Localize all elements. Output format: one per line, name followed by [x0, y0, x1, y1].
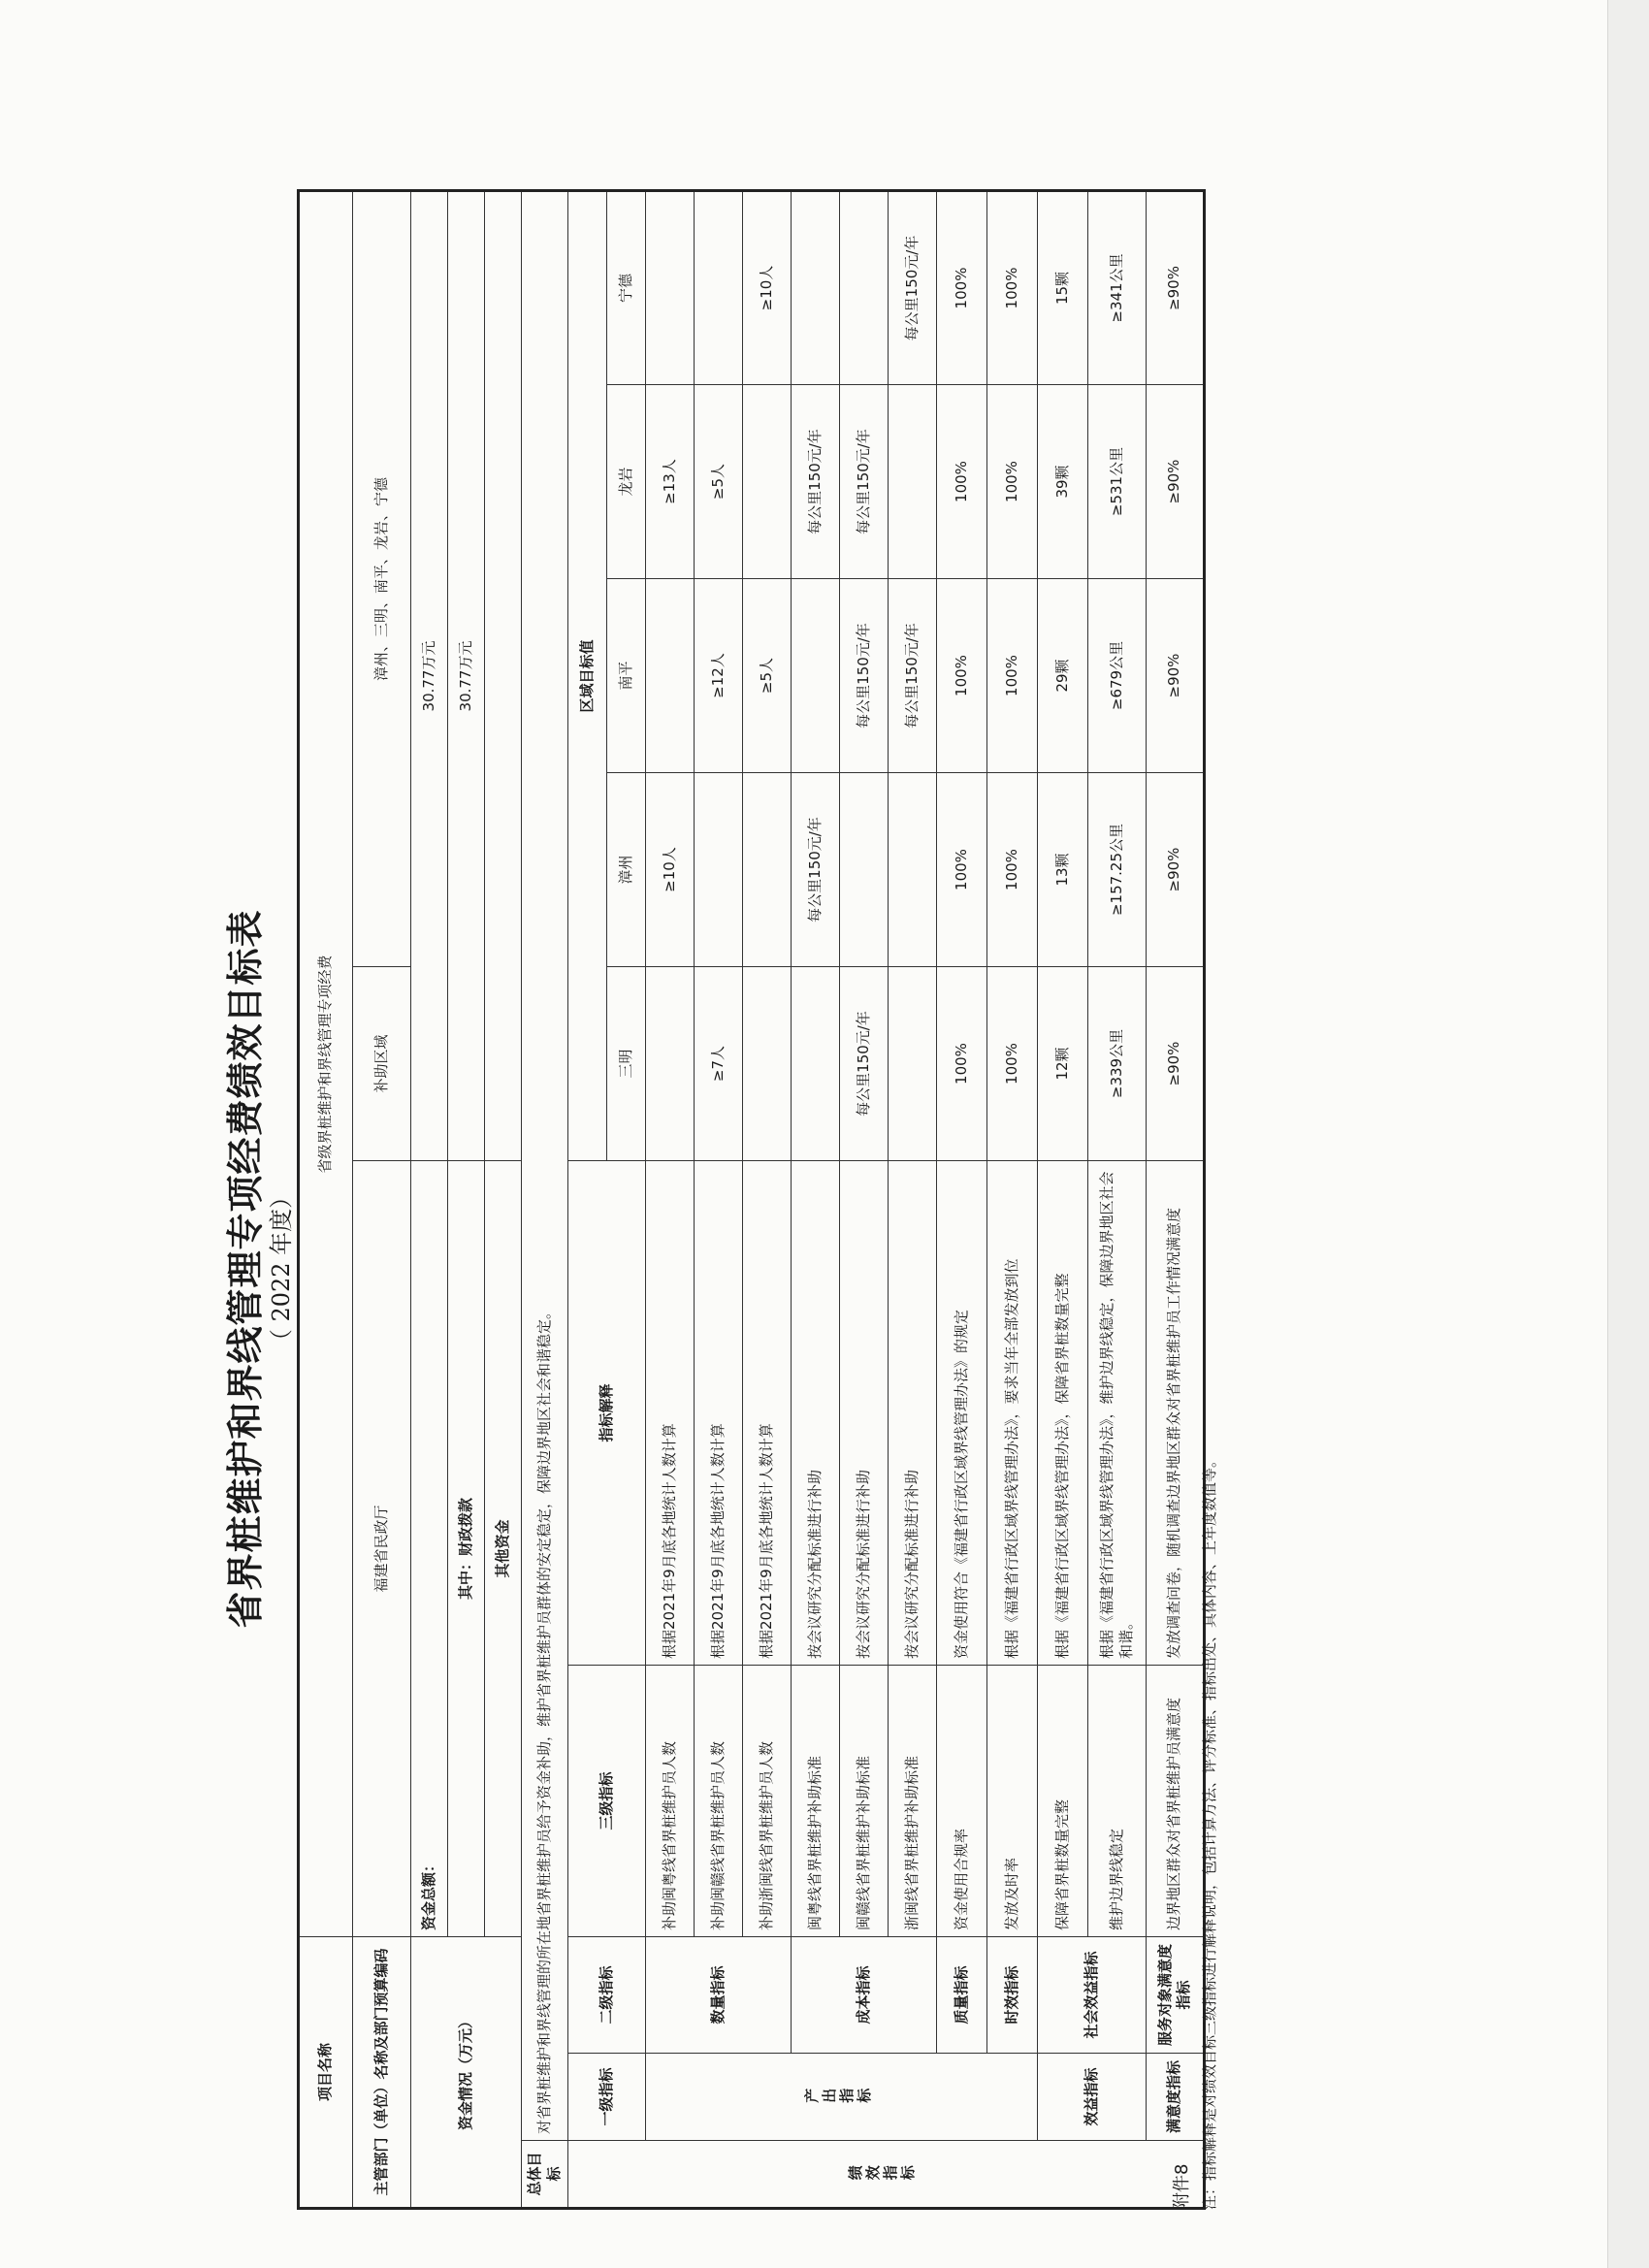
dept-label: 主管部门（单位）名称及部门预算编码 — [353, 1937, 411, 2209]
value-cell — [840, 773, 889, 967]
table-row — [1088, 190, 1147, 2208]
funds-total-value: 30.77万元 — [411, 190, 448, 1160]
value-cell: 100% — [987, 967, 1038, 1161]
value-cell: ≥7人 — [695, 967, 743, 1161]
l3-cell: 维护边界线稳定 — [1088, 1666, 1147, 1937]
explain-cell: 根据2021年9月底各地统计人数计算 — [695, 1161, 743, 1666]
funds-label: 资金情况（万元） — [411, 1937, 522, 2209]
value-cell: 100% — [937, 190, 987, 384]
value-cell: ≥90% — [1147, 385, 1205, 579]
value-cell: 100% — [987, 773, 1038, 967]
value-cell: ≥90% — [1147, 579, 1205, 773]
value-cell: 100% — [937, 385, 987, 579]
value-cell: ≥341公里 — [1088, 190, 1147, 384]
value-cell: 15颗 — [1038, 190, 1088, 384]
value-cell: ≥679公里 — [1088, 579, 1147, 773]
table-row — [743, 190, 792, 2208]
value-cell: 100% — [937, 579, 987, 773]
funds-other-label: 其他资金 — [485, 1161, 522, 1937]
value-cell — [743, 967, 792, 1161]
explain-cell: 按会议研究分配标准进行补助 — [840, 1161, 889, 1666]
explain-cell: 按会议研究分配标准进行补助 — [889, 1161, 937, 1666]
value-cell — [695, 773, 743, 967]
value-cell: ≥10人 — [743, 190, 792, 384]
region-value: 漳州、三明、南平、龙岩、宁德 — [353, 190, 411, 966]
l2-cell: 成本指标 — [792, 1937, 937, 2054]
attachment-label: 附件8 — [1172, 2163, 1192, 2210]
rotated-document — [213, 124, 1222, 2210]
l3-cell: 发放及时率 — [987, 1666, 1038, 1937]
group-benefit: 效益指标 — [1038, 2054, 1147, 2141]
funds-fiscal-label: 其中：财政拨款 — [448, 1161, 485, 1937]
l2-cell: 数量指标 — [646, 1937, 792, 2054]
value-cell — [889, 385, 937, 579]
value-cell: ≥5人 — [695, 385, 743, 579]
l2-cell: 社会效益指标 — [1038, 1937, 1147, 2054]
col-explain: 指标解释 — [568, 1161, 646, 1666]
value-cell: 29颗 — [1038, 579, 1088, 773]
value-cell: 100% — [937, 773, 987, 967]
region-header: 漳州 — [607, 773, 646, 967]
document-subtitle: （ 2022 年度） — [268, 1184, 295, 1353]
explain-cell: 根据2021年9月底各地统计人数计算 — [646, 1161, 695, 1666]
value-cell: ≥90% — [1147, 967, 1205, 1161]
value-cell: ≥12人 — [695, 579, 743, 773]
value-cell — [840, 190, 889, 384]
goal-text: 对省界桩维护和界线管理的所在地省界桩维护员给予资金补助，维护省界桩维护员群体的安定稳定，保障边界地区社会和谐稳定。 — [522, 190, 568, 2140]
footnote: 注：指标解释是对绩效目标三级指标进行解释说明，包括计算方法、评分标准、指标出处、具体内容、上年度数值等。 — [1201, 1452, 1218, 2210]
l3-cell: 闽赣线省界桩维护补助标准 — [840, 1666, 889, 1937]
value-cell — [889, 967, 937, 1161]
value-cell: ≥90% — [1147, 773, 1205, 967]
value-cell: 12颗 — [1038, 967, 1088, 1161]
l2-cell: 时效指标 — [987, 1937, 1038, 2054]
region-header: 三明 — [607, 967, 646, 1161]
value-cell — [646, 190, 695, 384]
value-cell — [792, 967, 840, 1161]
paper-edge — [1607, 0, 1649, 2268]
table-row — [695, 190, 743, 2208]
dept-value: 福建省民政厅 — [353, 1161, 411, 1937]
col-target: 区域目标值 — [568, 190, 607, 1160]
value-cell: 100% — [987, 385, 1038, 579]
value-cell: 每公里150元/年 — [840, 967, 889, 1161]
table-row — [937, 190, 987, 2208]
table-row — [987, 190, 1038, 2208]
group-output: 产出指标 — [803, 2087, 874, 2105]
project-name-label: 项目名称 — [299, 1937, 353, 2209]
funds-other-value — [485, 190, 522, 1160]
value-cell: 每公里150元/年 — [840, 385, 889, 579]
value-cell: 每公里150元/年 — [792, 385, 840, 579]
explain-cell: 根据《福建省行政区域界线管理办法》，要求当年全部发放到位 — [987, 1161, 1038, 1666]
col-level2: 二级指标 — [568, 1937, 646, 2054]
l2-cell: 服务对象满意度指标 — [1147, 1937, 1205, 2054]
l2-cell: 质量指标 — [937, 1937, 987, 2054]
region-header: 龙岩 — [607, 385, 646, 579]
l3-cell: 浙闽线省界桩维护补助标准 — [889, 1666, 937, 1937]
l3-cell: 闽粤线省界桩维护补助标准 — [792, 1666, 840, 1937]
region-label: 补助区域 — [353, 967, 411, 1161]
goal-label: 总体目标 — [522, 2141, 568, 2209]
value-cell: ≥90% — [1147, 190, 1205, 384]
value-cell: 每公里150元/年 — [840, 579, 889, 773]
value-cell: 100% — [937, 967, 987, 1161]
explain-cell: 发放调查问卷，随机调查边界地区群众对省界桩维护员工作情况满意度 — [1147, 1161, 1205, 1666]
l3-cell: 补助闽粤线省界桩维护员人数 — [646, 1666, 695, 1937]
perf-label: 绩效指标 — [848, 2164, 919, 2183]
value-cell: ≥13人 — [646, 385, 695, 579]
value-cell — [646, 579, 695, 773]
table-row — [889, 190, 937, 2208]
table-row — [792, 190, 840, 2208]
explain-cell: 资金使用符合《福建省行政区域界线管理办法》的规定 — [937, 1161, 987, 1666]
value-cell: 100% — [987, 190, 1038, 384]
value-cell: 每公里150元/年 — [792, 773, 840, 967]
explain-cell: 根据《福建省行政区域界线管理办法》，维护边界线稳定，保障边界地区社会和谐。 — [1088, 1161, 1147, 1666]
explain-cell: 按会议研究分配标准进行补助 — [792, 1161, 840, 1666]
value-cell: ≥5人 — [743, 579, 792, 773]
col-level1: 一级指标 — [568, 2054, 646, 2141]
table-row — [1147, 190, 1205, 2208]
value-cell: 13颗 — [1038, 773, 1088, 967]
l3-cell: 资金使用合规率 — [937, 1666, 987, 1937]
table-row — [1038, 190, 1088, 2208]
l3-cell: 补助浙闽线省界桩维护员人数 — [743, 1666, 792, 1937]
value-cell — [889, 773, 937, 967]
value-cell: 39颗 — [1038, 385, 1088, 579]
group-satisfaction: 满意度指标 — [1147, 2054, 1205, 2141]
l3-cell: 边界地区群众对省界桩维护员满意度 — [1147, 1666, 1205, 1937]
explain-cell: 根据2021年9月底各地统计人数计算 — [743, 1161, 792, 1666]
explain-cell: 根据《福建省行政区域界线管理办法》，保障省界桩数量完整 — [1038, 1161, 1088, 1666]
region-header: 宁德 — [607, 190, 646, 384]
value-cell: 100% — [987, 579, 1038, 773]
value-cell — [792, 190, 840, 384]
value-cell — [743, 773, 792, 967]
col-level3: 三级指标 — [568, 1666, 646, 1937]
value-cell — [695, 190, 743, 384]
l3-cell: 补助闽赣线省界桩维护员人数 — [695, 1666, 743, 1937]
value-cell: ≥531公里 — [1088, 385, 1147, 579]
value-cell — [792, 579, 840, 773]
value-cell: 每公里150元/年 — [889, 579, 937, 773]
value-cell: ≥157.25公里 — [1088, 773, 1147, 967]
group-output-cell — [646, 2054, 1038, 2141]
document-title: 省界桩维护和界线管理专项经费绩效目标表 — [223, 909, 267, 1629]
funds-total-label: 资金总额： — [411, 1161, 448, 1937]
performance-table — [297, 189, 1206, 2210]
value-cell: ≥339公里 — [1088, 967, 1147, 1161]
l3-cell: 保障省界桩数量完整 — [1038, 1666, 1088, 1937]
perf-label-cell — [568, 2141, 1205, 2209]
project-name-value: 省级界桩维护和界线管理专项经费 — [299, 190, 353, 1936]
value-cell: 每公里150元/年 — [889, 190, 937, 384]
region-header: 南平 — [607, 579, 646, 773]
value-cell: ≥10人 — [646, 773, 695, 967]
value-cell — [743, 385, 792, 579]
table-row — [646, 190, 695, 2208]
table-row — [840, 190, 889, 2208]
funds-fiscal-value: 30.77万元 — [448, 190, 485, 1160]
value-cell — [646, 967, 695, 1161]
